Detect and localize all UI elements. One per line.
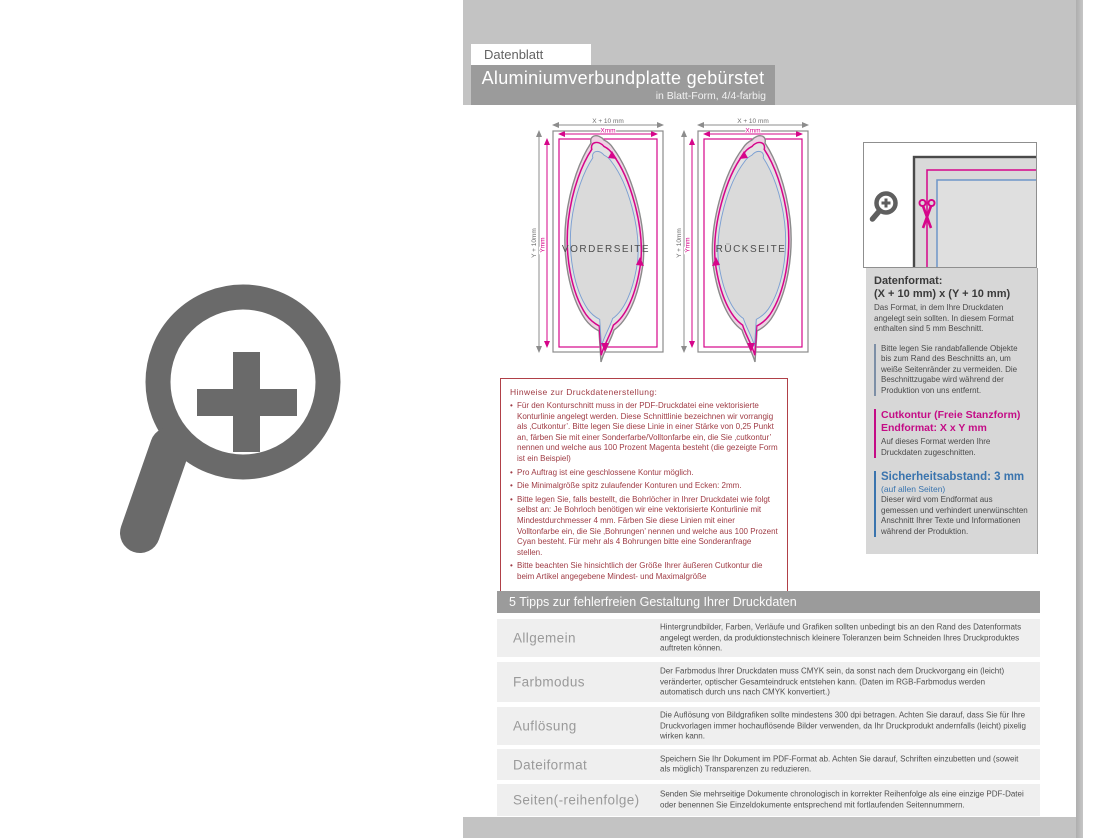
dim-width-inner-back: Xmm — [745, 127, 761, 135]
cutkontur-title: Cutkontur (Freie Stanzform) — [881, 409, 1021, 421]
front-side-label: VORDERSEITE — [561, 244, 651, 255]
title-band — [471, 65, 775, 105]
cutkontur-block — [874, 409, 1029, 458]
tip-label: Auflösung — [513, 718, 577, 734]
cutkontur-formula: Endformat: X x Y mm — [881, 422, 987, 434]
hinweise-title: Hinweise zur Druckdatenerstellung: — [510, 387, 658, 397]
back-side-label: RÜCKSEITE — [715, 244, 787, 255]
cutkontur-text: Auf dieses Format werden Ihre Druckdaten zugeschnitten. — [881, 437, 991, 457]
hinweise-item: • Bitte beachten Sie hinsichtlich der Größe Ihrer äußeren Cutkontur die beim Artikel angegebene Mindest- und Maximalgröße — [510, 561, 778, 582]
tip-row-dateiformat — [497, 749, 1040, 780]
tip-row-seitenreihenfolge — [497, 784, 1040, 816]
sicherheitsabstand-block — [874, 471, 1029, 537]
dim-height-outer-front: Y + 10mm — [531, 228, 538, 258]
datenformat-formula: (X + 10 mm) x (Y + 10 mm) — [874, 288, 1011, 300]
dim-height-inner-back: Ymm — [684, 237, 692, 253]
tip-row-allgemein — [497, 619, 1040, 657]
tip-label: Allgemein — [513, 630, 576, 646]
bleed-note-text: Bitte legen Sie randabfallende Objekte bis zum Rand des Beschnitts an, um weiße Seitenränder zu vermeiden. Die Beschnittzugabe wird während der Produktion von uns entfernt. — [881, 343, 1018, 395]
tip-text: Die Auflösung von Bildgrafiken sollte mindestens 300 dpi betragen. Achten Sie darauf, dass Sie für Ihre Druckvorlagen immer hochauflösende Bilder verwenden, da Ihr Druckprodukt andernfalls (leicht) pixelig wirken kann. — [660, 710, 1026, 741]
tip-text: Der Farbmodus Ihrer Druckdaten muss CMYK sein, da sonst nach dem Druckvorgang ein (leicht) veränderter, optischer Gesamteindruck entstehen kann. (Daten im RGB-Farbmodus werden automatisch durch uns nach CMYK konvertiert.) — [660, 666, 1005, 697]
datasheet-page — [463, 0, 1076, 838]
tip-text: Senden Sie mehrseitige Dokumente chronologisch in korrekter Reihenfolge als eine einzige PDF-Datei oder benennen Sie Einzeldokumente entsprechend mit fortlaufenden Seitennummern. — [660, 789, 1024, 809]
dim-width-inner-front: Xmm — [600, 127, 616, 135]
hinweise-item: • Pro Auftrag ist eine geschlossene Kontur möglich. — [510, 468, 778, 479]
tip-label: Dateiformat — [513, 757, 588, 772]
back-side-diagram — [673, 113, 823, 368]
hinweise-list — [510, 401, 778, 583]
tip-row-aufloesung — [497, 707, 1040, 745]
datenformat-text: Das Format, in dem Ihre Druckdaten angelegt sein sollten. In diesem Format enthalten sind 5 mm Beschnitt. — [874, 303, 1014, 333]
zoom-plus-icon-small — [873, 194, 896, 220]
doc-type-label: Datenblatt — [471, 44, 591, 65]
druckdaten-hinweise-box — [500, 378, 788, 594]
tip-label: Farbmodus — [513, 674, 585, 690]
tip-text: Speichern Sie Ihr Dokument im PDF-Format ab. Achten Sie darauf, Schriften einzubetten und (soweit als möglich) Transparenzen zu reduzieren. — [660, 754, 1019, 774]
dim-width-outer-front: X + 10 mm — [592, 118, 624, 125]
page-subtitle: in Blatt-Form, 4/4-farbig — [655, 90, 766, 102]
page-title: Aluminiumverbundplatte gebürstet — [481, 68, 765, 88]
page-edge-shadow — [1076, 0, 1083, 838]
hinweise-item: • Für den Konturschnitt muss in der PDF-Druckdatei eine vektorisierte Konturlinie angelegt werden. Diese Schnittlinie bezeichnen wir vorrangig als ‚Cutkontur’. Bitte legen Sie diese Linie in einer Stärke von 0,25 Punkt an, färben Sie mit einer Sonderfarbe/Volltonfarbe ein, die Sie ‚cutkontur’ nennen und welche aus 100 Prozent Magenta besteht (die gezeigte Form ist ein Beispiel) — [510, 401, 778, 465]
dim-width-outer-back: X + 10 mm — [737, 118, 769, 125]
dim-height-outer-back: Y + 10mm — [676, 228, 683, 258]
sicherheitsabstand-title: Sicherheitsabstand: 3 mm — [881, 471, 1025, 483]
hinweise-item: • Die Minimalgröße spitz zulaufender Konturen und Ecken: 2mm. — [510, 481, 778, 492]
format-info-panel — [866, 268, 1038, 554]
tip-label: Seiten(-reihenfolge) — [513, 792, 640, 808]
tips-table-header: 5 Tipps zur fehlerfreien Gestaltung Ihrer Druckdaten — [497, 591, 1040, 613]
sicherheitsabstand-text: Dieser wird vom Endformat aus gemessen und verhindert unerwünschten Anschnitt Ihrer Texte und Informationen während der Produktion. — [881, 495, 1028, 536]
front-side-diagram — [528, 113, 678, 368]
sicherheitsabstand-sub: (auf allen Seiten) — [881, 484, 946, 494]
datenformat-title: Datenformat: — [874, 275, 943, 287]
tip-row-farbmodus — [497, 662, 1040, 702]
tip-text: Hintergrundbilder, Farben, Verläufe und Grafiken sollten unbedingt bis an den Rand des Datenformats angelegt werden, da produktionstechnisch kleinere Toleranzen beim Schneiden Ihres Druckproduktes auftreten können. — [660, 622, 1022, 653]
bleed-note-block — [874, 344, 1029, 397]
hinweise-item: • Bitte legen Sie, falls bestellt, die Bohrlöcher in Ihrer Druckdatei wie folgt selbst an: Je Bohrloch benötigen wir eine vektorisierte Konturlinie mit Mindestdurchmesser 4 mm. Färben Sie diese Linien mit einer Volltonfarbe ein, die Sie ‚Bohrungen’ nennen und welche aus 100 Prozent Cyan besteht. Für mehr als 4 Bohrungen bitte eine Sonderanfrage stellen. — [510, 495, 778, 559]
corner-detail-box — [863, 142, 1037, 268]
dim-height-inner-front: Ymm — [539, 237, 547, 253]
zoom-plus-icon-large — [95, 275, 385, 575]
datenformat-block — [874, 275, 1029, 335]
